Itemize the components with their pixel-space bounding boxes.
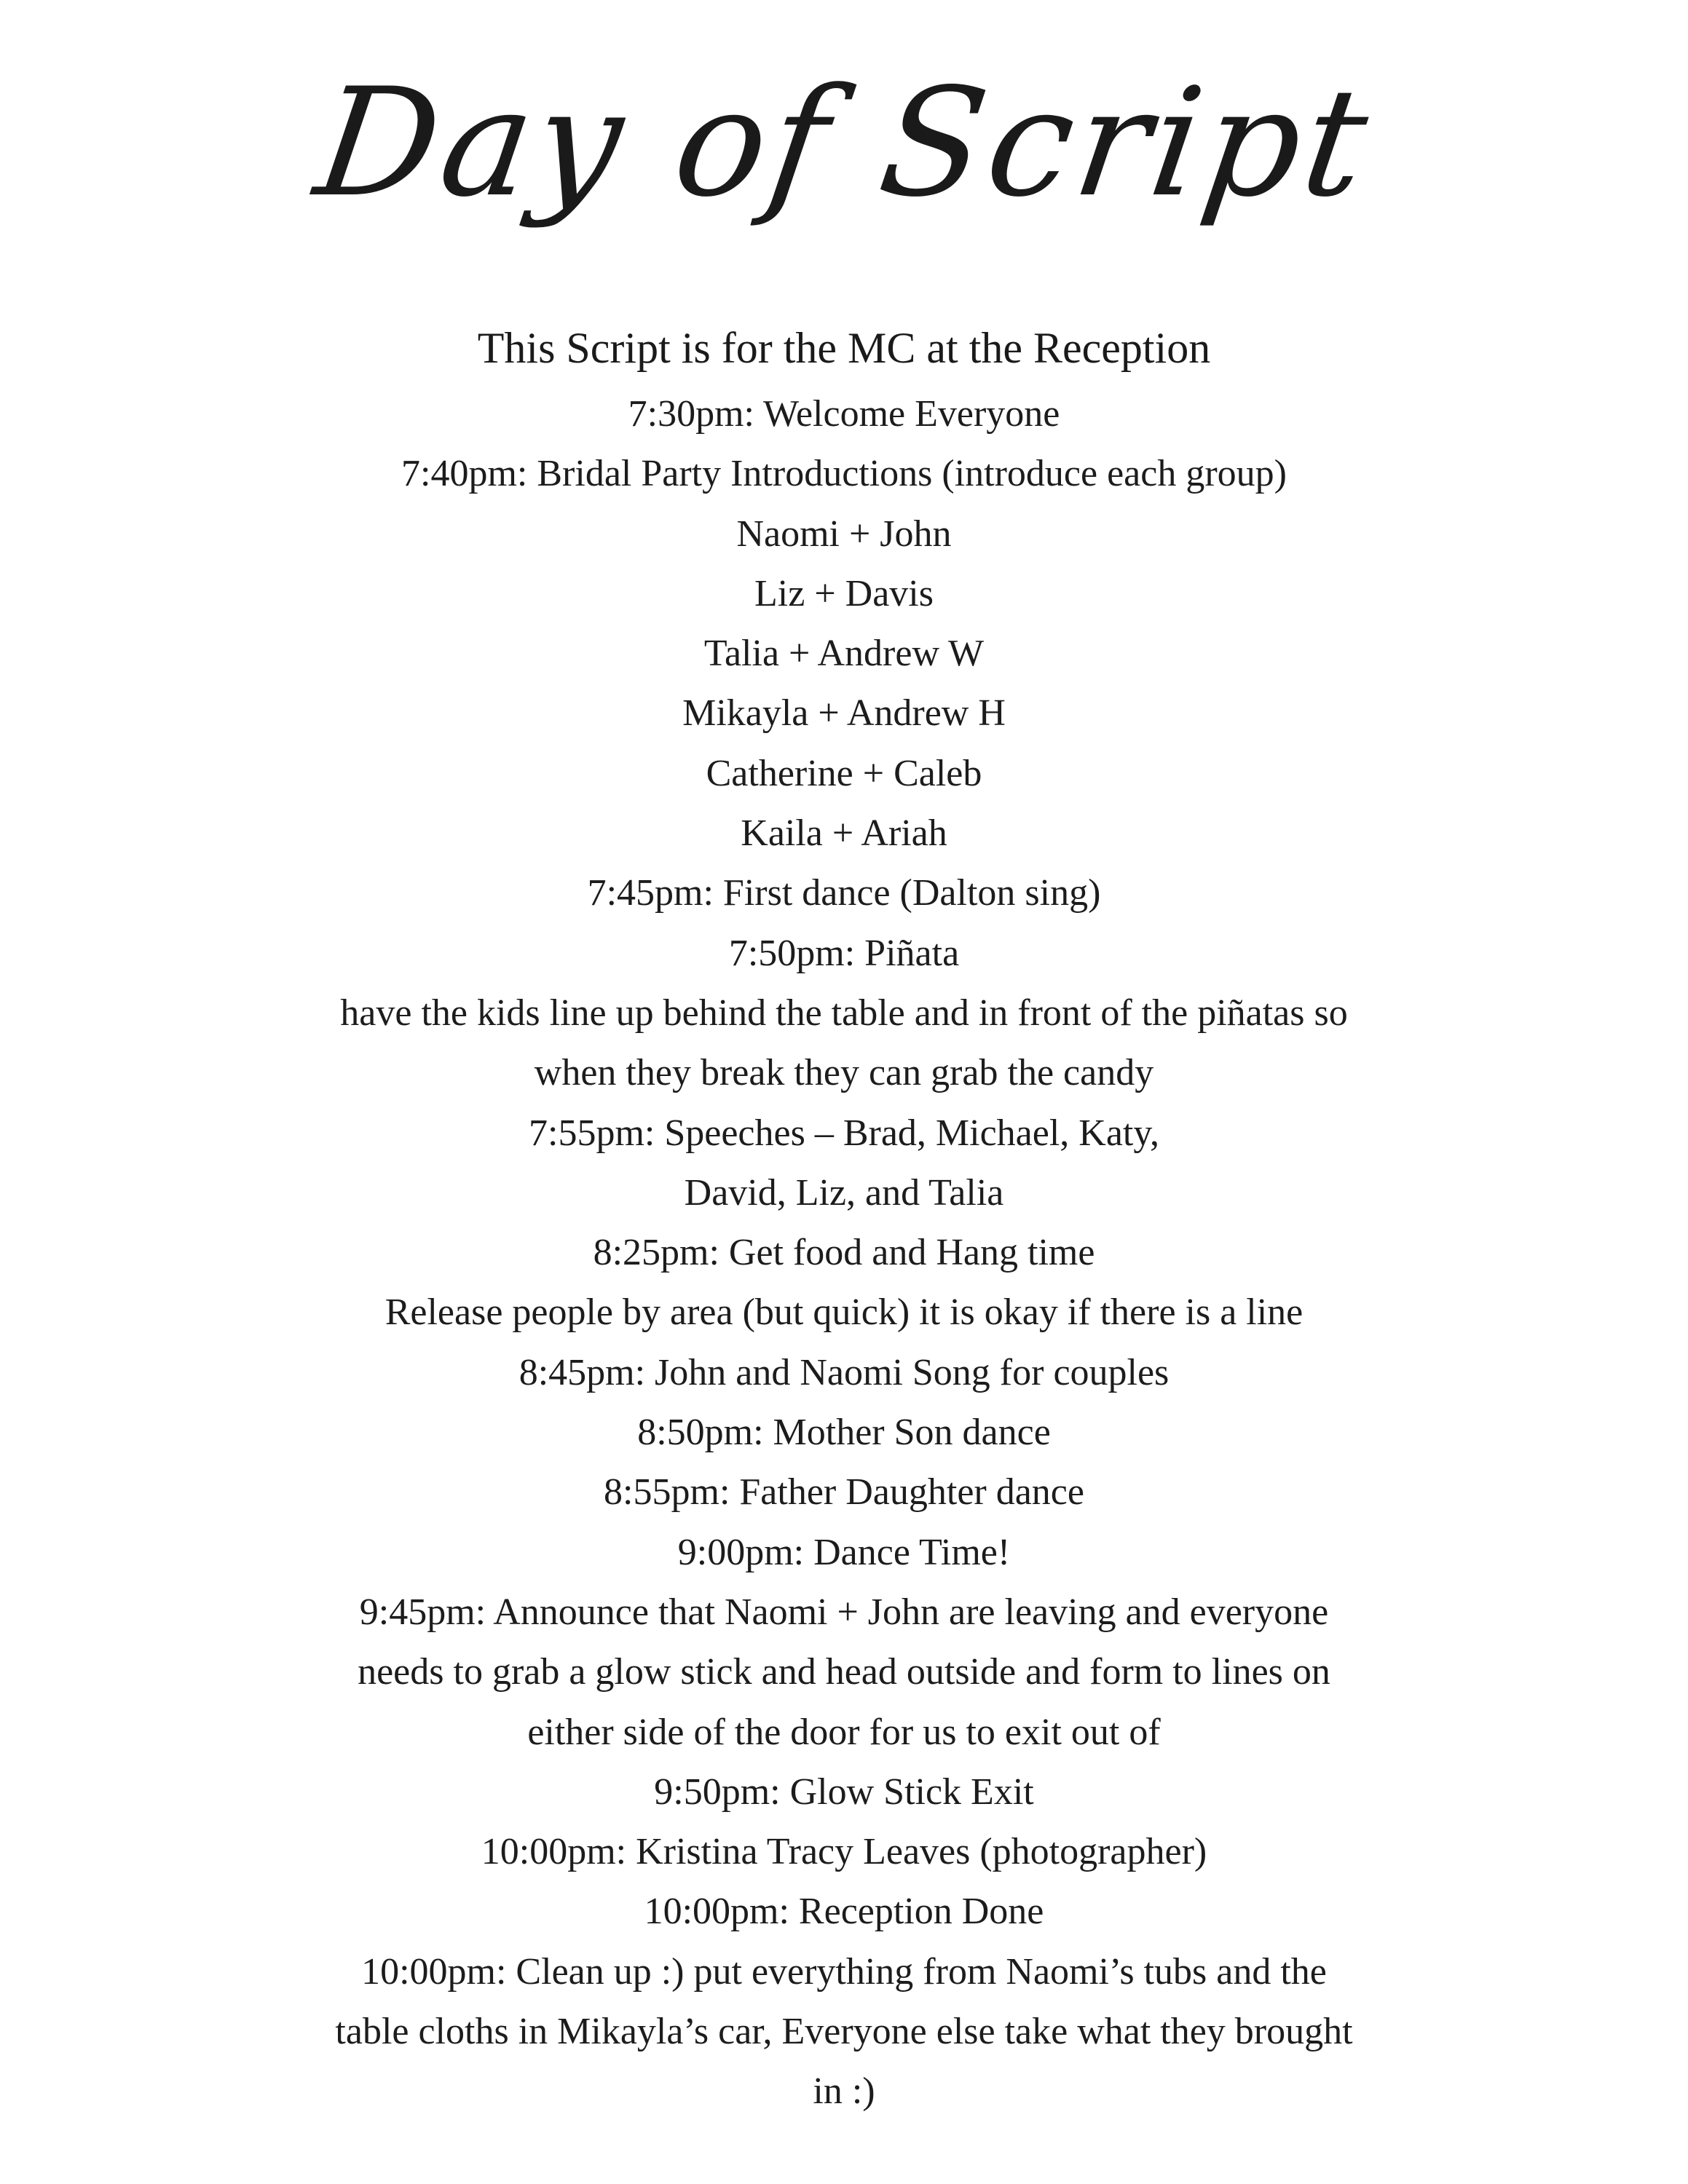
script-line: needs to grab a glow stick and head outside and form to lines on xyxy=(358,1651,1330,1693)
script-line: in :) xyxy=(813,2070,875,2113)
script-line: when they break they can grab the candy xyxy=(534,1052,1154,1094)
script-line: 8:50pm: Mother Son dance xyxy=(637,1412,1051,1454)
script-line: 8:45pm: John and Naomi Song for couples xyxy=(518,1351,1170,1393)
script-line: either side of the door for us to exit out of xyxy=(527,1711,1161,1753)
script-line: table cloths in Mikayla’s car, Everyone else take what they brought xyxy=(335,2011,1353,2053)
script-line: 8:55pm: Father Daughter dance xyxy=(604,1471,1084,1514)
script-line: 9:45pm: Announce that Naomi + John are leaving and everyone xyxy=(359,1591,1329,1633)
script-lines xyxy=(175,384,1513,2122)
script-line: Naomi + John xyxy=(736,513,952,555)
script-line: have the kids line up behind the table and in front of the piñatas so xyxy=(340,992,1348,1034)
script-line: 7:40pm: Bridal Party Introductions (introduce each group) xyxy=(401,453,1287,495)
script-line: David, Liz, and Talia xyxy=(684,1171,1004,1214)
page-subtitle: This Script is for the MC at the Reception xyxy=(477,324,1211,372)
script-line: 7:45pm: First dance (Dalton sing) xyxy=(587,872,1101,914)
page-title: Day of Script xyxy=(307,57,1382,230)
script-line: 8:25pm: Get food and Hang time xyxy=(593,1232,1095,1274)
script-line: Liz + Davis xyxy=(754,572,934,614)
script-line: Talia + Andrew W xyxy=(703,633,985,675)
script-line: 9:00pm: Dance Time! xyxy=(677,1531,1011,1573)
script-line: 10:00pm: Kristina Tracy Leaves (photographer) xyxy=(481,1831,1207,1873)
script-line: Mikayla + Andrew H xyxy=(682,692,1006,735)
script-line: 10:00pm: Clean up :) put everything from Naomi’s tubs and the xyxy=(361,1950,1327,1993)
script-line: 7:50pm: Piñata xyxy=(728,932,960,974)
script-line: Release people by area (but quick) it is okay if there is a line xyxy=(384,1291,1304,1334)
script-line: 7:30pm: Welcome Everyone xyxy=(628,393,1060,435)
script-line: Catherine + Caleb xyxy=(706,752,982,794)
script-line: Kaila + Ariah xyxy=(741,812,947,855)
script-line: 9:50pm: Glow Stick Exit xyxy=(654,1770,1034,1813)
script-line: 7:55pm: Speeches – Brad, Michael, Katy, xyxy=(529,1112,1159,1154)
script-line: 10:00pm: Reception Done xyxy=(644,1891,1044,1933)
